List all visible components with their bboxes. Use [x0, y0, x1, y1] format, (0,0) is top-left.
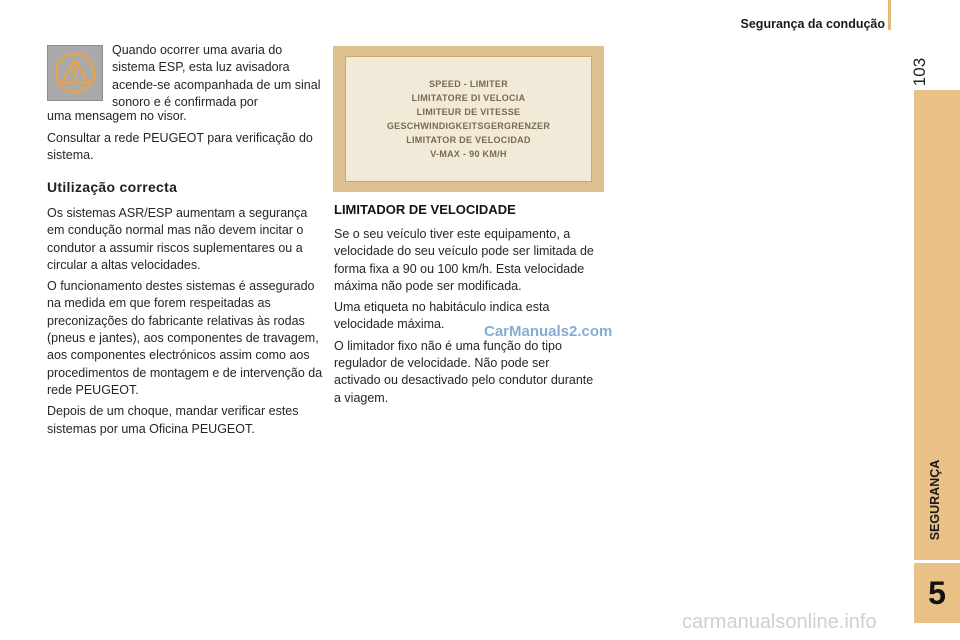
esp-warning-text: Quando ocorrer uma avaria do sistema ESP, esta luz avisadora acende-se acompanhada de um sinal sonoro e é confirmada por — [112, 43, 321, 109]
label-line: GESCHWINDIGKEITSGERGRENZER — [386, 121, 551, 131]
section-title: Segurança da condução — [740, 17, 885, 31]
speed-limiter-label — [345, 56, 592, 182]
label-line: SPEED - LIMITER — [428, 79, 508, 89]
page-number — [905, 52, 935, 92]
correct-use-body — [47, 205, 327, 442]
esp-warning-text-tail: uma mensagem no visor. — [47, 109, 187, 123]
label-line: LIMITATORE DI VELOCIA — [411, 93, 526, 103]
warning-triangle-svg — [53, 51, 97, 95]
consult-network-text: Consultar a rede PEUGEOT para verificação do sistema. — [47, 131, 313, 163]
correct-use-paragraph: Depois de um choque, mandar verificar estes sistemas por uma Oficina PEUGEOT. — [47, 404, 299, 436]
speed-limiter-paragraph: Se o seu veículo tiver este equipamento, a velocidade do seu veículo pode ser limitada de forma fixa a 90 ou 100 km/h. Esta velocidade máxima não pode ser modificada. — [334, 227, 594, 293]
label-line: V-MAX - 90 KM/H — [430, 149, 507, 159]
correct-use-paragraph: O funcionamento destes sistemas é assegurado na medida em que forem respeitadas as preconizações do fabricante relativas às rodas (pneus e jantes), aos componentes de travagem, aos componentes electrónicos assim como aos procedimentos de montagem e de intervenção da rede PEUGEOT. — [47, 279, 323, 397]
chapter-number: 5 — [914, 563, 960, 623]
warning-triangle-icon — [47, 45, 103, 101]
speed-limiter-paragraph: O limitador fixo não é uma função do tipo regulador de velocidade. Não pode ser activado ou desactivado pelo condutor durante a viagem. — [334, 338, 594, 405]
speed-limiter-body — [334, 226, 594, 411]
correct-use-paragraph: Os sistemas ASR/ESP aumentam a segurança em condução normal mas não devem incitar o condutor a assumir riscos suplementares ou a circular a altas velocidades. — [47, 206, 308, 272]
footer-watermark: carmanualsonline.info — [682, 611, 877, 633]
chapter-tab-label — [918, 440, 952, 560]
speed-limiter-paragraph: Uma etiqueta no habitáculo indica esta velocidade máxima. — [334, 300, 550, 332]
speed-limiter-heading: LIMITADOR DE VELOCIDADE — [334, 202, 516, 217]
correct-use-heading: Utilização correcta — [47, 179, 178, 195]
header-divider — [888, 0, 891, 30]
speed-limiter-label-photo — [333, 46, 604, 192]
chapter-tab-label-text: SEGURANÇA — [928, 459, 942, 541]
carmanuals-watermark: CarManuals2.com — [484, 323, 613, 340]
label-line: LIMITATOR DE VELOCIDAD — [406, 135, 531, 145]
label-line: LIMITEUR DE VITESSE — [416, 107, 521, 117]
warning-dot — [74, 78, 77, 81]
page-number-text: 103 — [910, 57, 929, 87]
